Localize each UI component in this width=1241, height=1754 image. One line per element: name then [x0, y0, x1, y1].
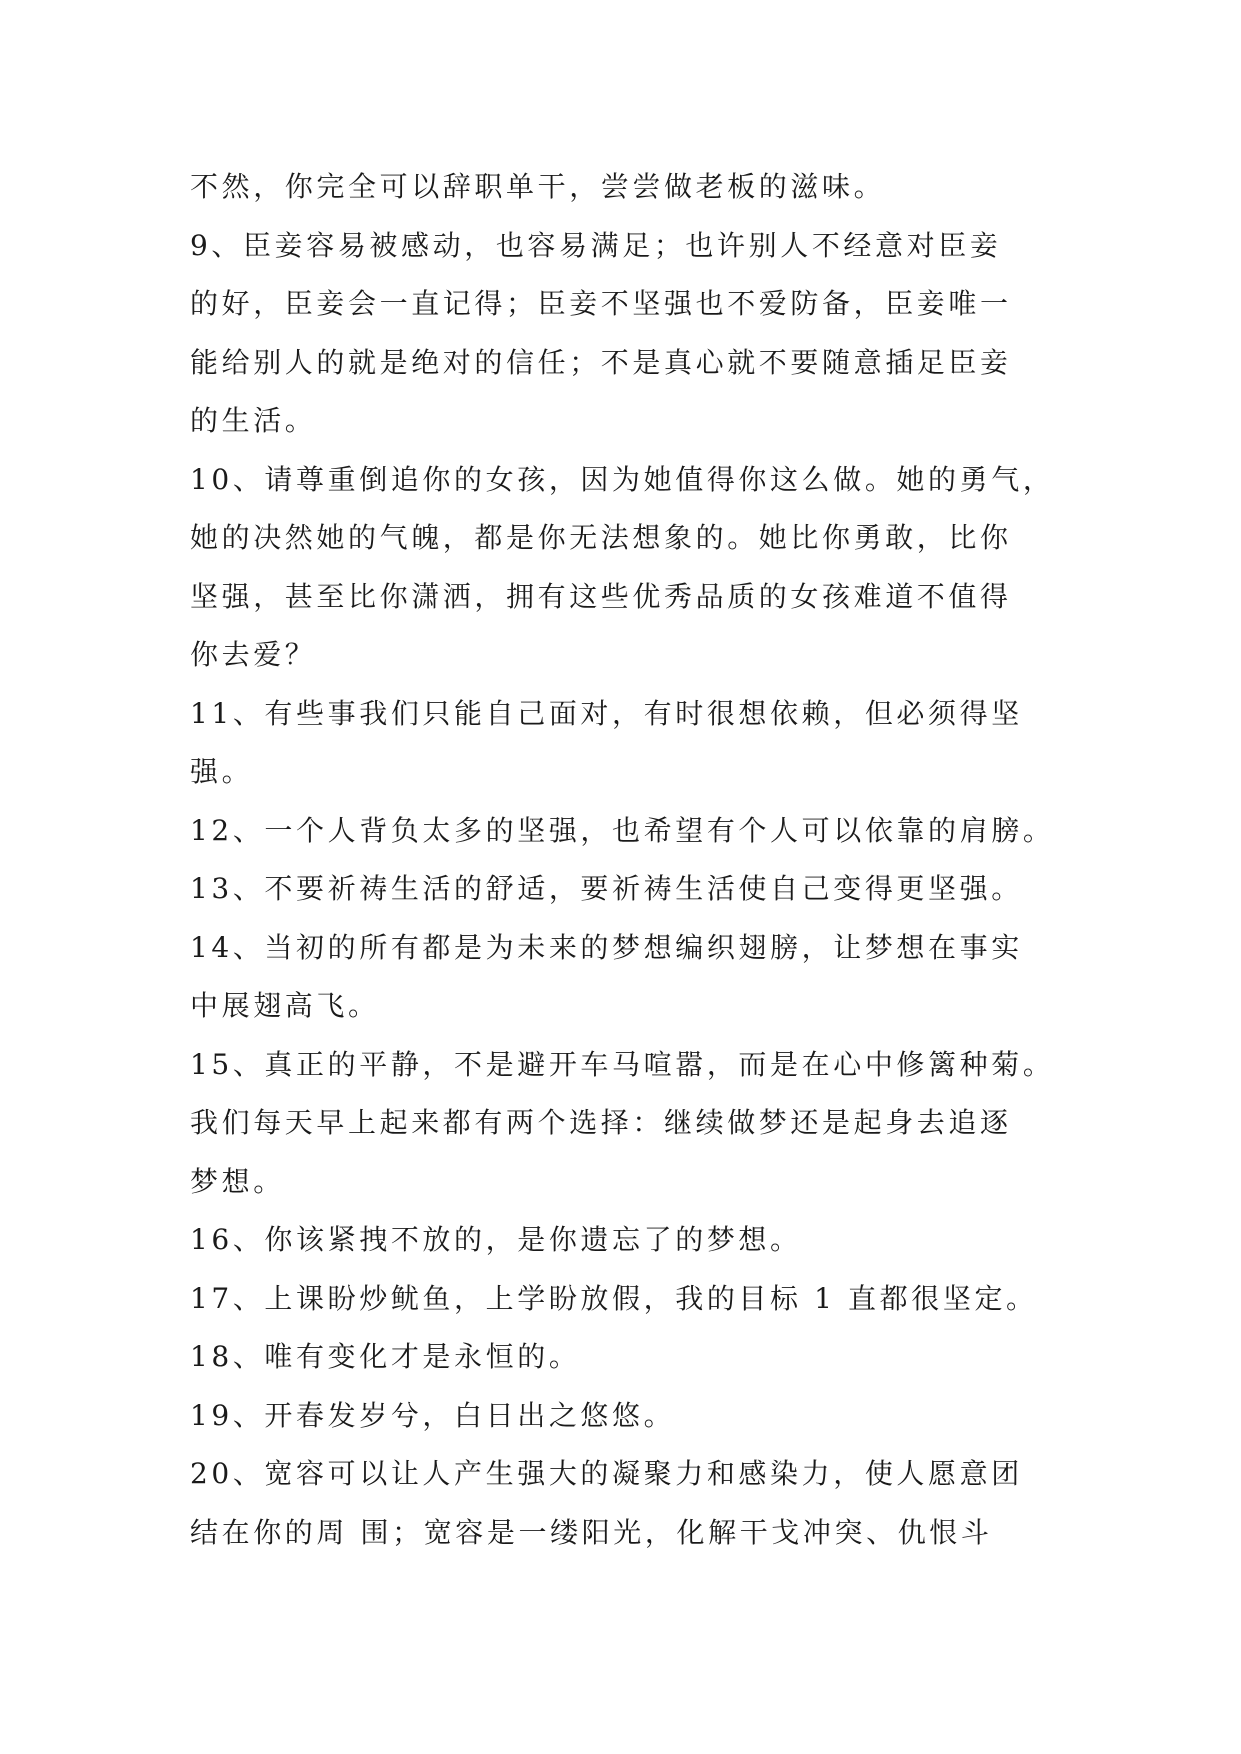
text-line: 她的决然她的气魄，都是你无法想象的。她比你勇敢，比你 [190, 521, 1012, 554]
text-line: 能给别人的就是绝对的信任；不是真心就不要随意插足臣妾 [190, 345, 1012, 379]
text-line: 不然，你完全可以辞职单干，尝尝做老板的滋味。 [190, 170, 886, 203]
text-line: 13、不要祈祷生活的舒适，要祈祷生活使自己变得更坚强。 [190, 872, 1023, 905]
text-line: 14、当初的所有都是为未来的梦想编织翅膀，让梦想在事实 [190, 930, 1023, 964]
text-line: 11、有些事我们只能自己面对，有时很想依赖，但必须得坚 [190, 696, 1023, 730]
text-line: 你去爱？ [190, 638, 317, 671]
text-line: 10、请尊重倒追你的女孩，因为她值得你这么做。她的勇气， [190, 462, 1055, 496]
document-body [190, 158, 1070, 1562]
text-line: 我们每天早上起来都有两个选择：继续做梦还是起身去追逐 [190, 1106, 1012, 1139]
text-line: 的生活。 [190, 404, 317, 437]
text-line: 18、唯有变化才是永恒的。 [190, 1340, 581, 1373]
text-line: 梦想。 [190, 1164, 285, 1198]
text-line: 15、真正的平静，不是避开车马喧嚣，而是在心中修篱种菊。 [190, 1047, 1055, 1081]
text-line: 强。 [190, 755, 254, 788]
text-line: 9、臣妾容易被感动，也容易满足；也许别人不经意对臣妾 [190, 228, 1002, 262]
text-line: 中展翅高飞。 [190, 989, 380, 1022]
text-line: 16、你该紧拽不放的，是你遗忘了的梦想。 [190, 1223, 802, 1256]
text-line: 坚强，甚至比你潇洒，拥有这些优秀品质的女孩难道不值得 [190, 579, 1012, 613]
text-line: 20、宽容可以让人产生强大的凝聚力和感染力，使人愿意团 [190, 1457, 1023, 1490]
text-line: 结在你的周 围；宽容是一缕阳光，化解干戈冲突、仇恨斗 [190, 1515, 993, 1549]
text-line: 19、开春发岁兮，白日出之悠悠。 [190, 1398, 676, 1432]
text-line: 12、一个人背负太多的坚强，也希望有个人可以依靠的肩膀。 [190, 813, 1055, 847]
text-line: 的好，臣妾会一直记得；臣妾不坚强也不爱防备，臣妾唯一 [190, 287, 1012, 320]
text-line: 17、上课盼炒鱿鱼，上学盼放假，我的目标 1 直都很坚定。 [190, 1281, 1038, 1315]
